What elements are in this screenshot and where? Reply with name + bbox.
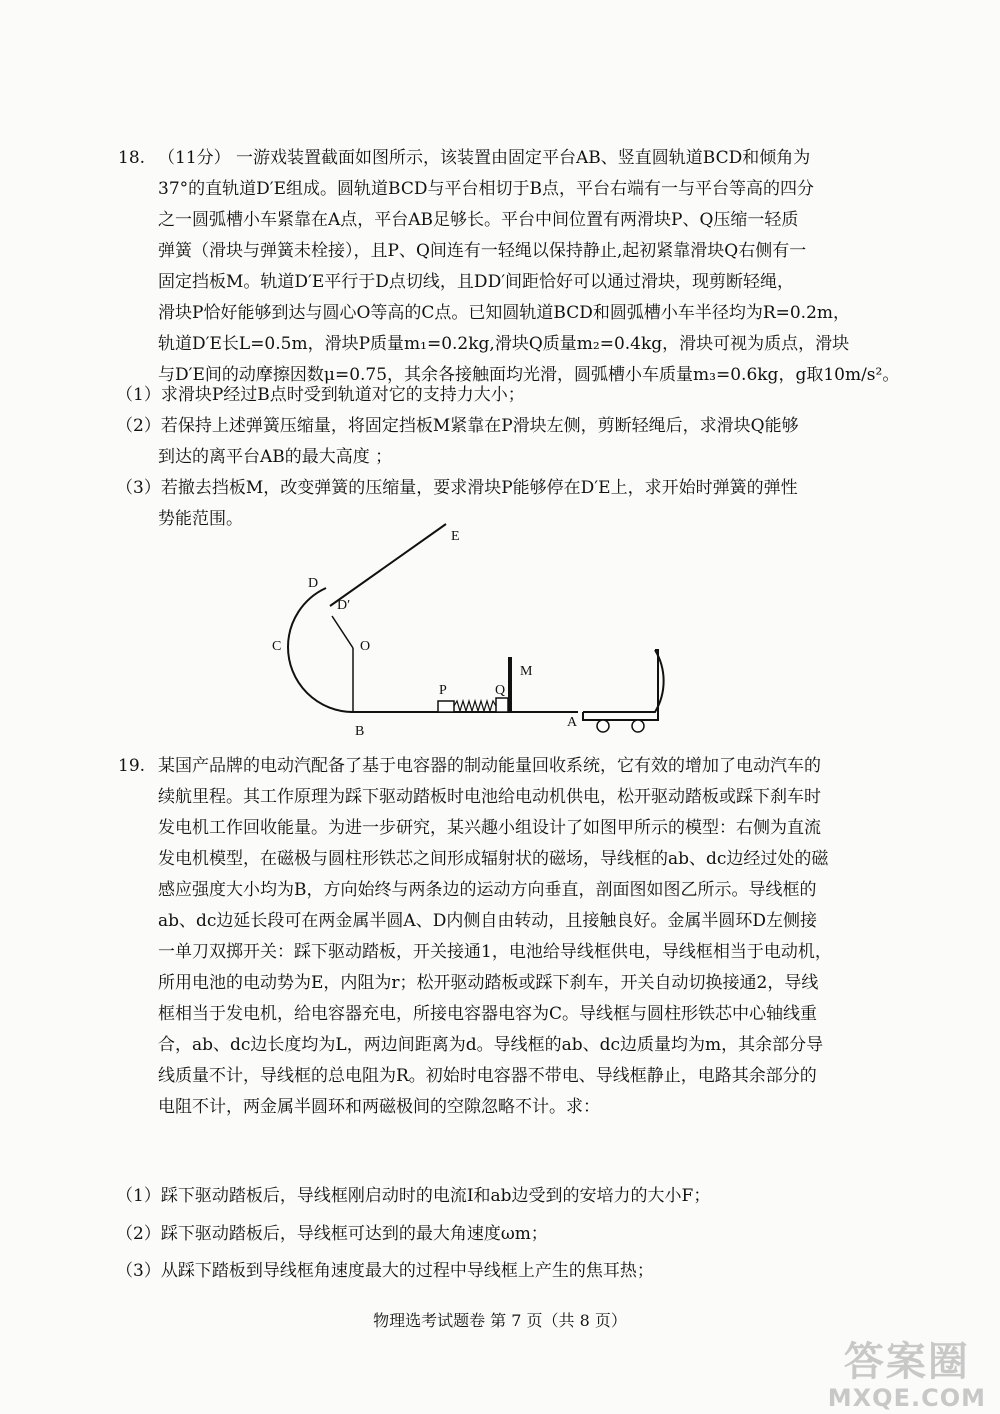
subquestion-label: （3） — [116, 478, 161, 498]
q18-line: 37°的直轨道D′E组成。圆轨道BCD与平台相切于B点，平台右端有一与平台等高的四分 — [158, 179, 814, 199]
subquestion-text-cont: 势能范围。 — [158, 509, 243, 529]
watermark-logo: 答案圈 — [843, 1338, 970, 1385]
q19-line: 合，ab、dc边长度均为L，两边间距离为d。导线框的ab、dc边质量均为m，其余部分导 — [158, 1035, 824, 1055]
q19-line: ab、dc边延长段可在两金属半圆A、D内侧自由转动，且接触良好。金属半圆环D左侧接 — [158, 911, 817, 931]
q18-line: 滑块P恰好能够到达与圆心O等高的C点。已知圆轨道BCD和圆弧槽小车半径均为R=0.2m， — [158, 303, 851, 323]
q19-line: 电阻不计，两金属半圆环和两磁极间的空隙忽略不计。求： — [158, 1097, 600, 1117]
subquestion-text: 若保持上述弹簧压缩量，将固定挡板M紧靠在P滑块左侧，剪断轻绳后，求滑块Q能够 — [160, 416, 799, 436]
subquestion-text: 踩下驱动踏板后，导线框可达到的最大角速度ωm； — [160, 1224, 548, 1244]
cart-wheel — [597, 720, 609, 732]
label-a: A — [567, 715, 578, 730]
slider-p — [438, 701, 454, 712]
q19-line: 某国产品牌的电动汽配备了基于电容器的制动能量回收系统，它有效的增加了电动汽车的 — [158, 756, 821, 776]
q18-line: 轨道D′E长L=0.5m，滑块P质量m₁=0.2kg,滑块Q质量m₂=0.4kg，滑块可视为质点，滑块 — [158, 334, 850, 354]
q19-stem — [158, 751, 898, 1123]
subquestion-text: 若撤去挡板M，改变弹簧的压缩量，要求滑块P能够停在D′E上，求开始时弹簧的弹性 — [160, 478, 798, 498]
label-d: D — [308, 576, 319, 591]
subquestion-label: （1） — [116, 385, 161, 405]
watermark-url: MXQE.COM — [827, 1384, 986, 1412]
label-q: Q — [495, 683, 506, 698]
q19-subquestion-3 — [116, 1256, 654, 1287]
q18-number: 18. — [118, 148, 146, 168]
cart-wheel — [632, 720, 644, 732]
q18-track-diagram — [260, 520, 700, 745]
q19-line: 发电机工作回收能量。为进一步研究，某兴趣小组设计了如图甲所示的模型：右侧为直流 — [158, 818, 821, 838]
q18-stem — [158, 143, 898, 391]
subquestion-label: （1） — [116, 1186, 161, 1206]
watermark — [828, 1340, 986, 1412]
q19-number: 19. — [118, 756, 146, 776]
label-e: E — [451, 529, 460, 544]
label-c: C — [272, 639, 282, 654]
q19-subquestion-1 — [116, 1181, 710, 1212]
q19-line: 框相当于发电机，给电容器充电，所接电容器电容为C。导线框与圆柱形铁芯中心轴线重 — [158, 1004, 818, 1024]
q18-subquestion-1 — [116, 380, 525, 411]
page-footer: 物理选考试题卷 第 7 页（共 8 页） — [373, 1311, 627, 1330]
inclined-track-de — [330, 524, 446, 606]
q19-line: 一单刀双掷开关：踩下驱动踏板，开关接通1，电池给导线框供电，导线框相当于电动机， — [158, 942, 832, 962]
spring — [454, 701, 496, 711]
subquestion-label: （3） — [116, 1261, 161, 1281]
label-m: M — [520, 664, 533, 679]
q18-line: （11分） 一游戏装置截面如图所示，该装置由固定平台AB、竖直圆轨道BCD和倾角为 — [158, 148, 811, 168]
subquestion-text: 求滑块P经过B点时受到轨道对它的支持力大小； — [160, 385, 525, 405]
subquestion-label: （2） — [116, 1224, 161, 1244]
quarter-arc-cart — [583, 650, 664, 720]
q19-line: 发电机模型，在磁极与圆柱形铁芯之间形成辐射状的磁场，导线框的ab、dc边经过处的磁 — [158, 849, 829, 869]
subquestion-label: （2） — [116, 416, 161, 436]
q18-line: 固定挡板M。轨道D′E平行于D点切线，且DD′间距恰好可以通过滑块，现剪断轻绳， — [158, 272, 795, 292]
q19-line: 线质量不计，导线框的总电阻为R。初始时电容器不带电、导线框静止，电路其余部分的 — [158, 1066, 817, 1086]
label-o: O — [360, 639, 371, 654]
q19-line: 续航里程。其工作原理为踩下驱动踏板时电池给电动机供电，松开驱动踏板或踩下刹车时 — [158, 787, 821, 807]
label-b: B — [355, 724, 365, 739]
subquestion-text: 踩下驱动踏板后，导线框刚启动时的电流I和ab边受到的安培力的大小F； — [160, 1186, 711, 1206]
subquestion-text-cont: 到达的离平台AB的最大高度 ； — [158, 447, 393, 467]
barrier-m — [508, 657, 512, 712]
radius-line-do — [332, 616, 353, 648]
q19-line: 所用电池的电动势为E，内阻为r；松开驱动踏板或踩下刹车，开关自动切换接通2，导线 — [158, 973, 819, 993]
q19-subquestion-2 — [116, 1219, 548, 1250]
q18-line: 之一圆弧槽小车紧靠在A点，平台AB足够长。平台中间位置有两滑块P、Q压缩一轻质 — [158, 210, 799, 230]
q18-line: 与D′E间的动摩擦因数μ=0.75，其余各接触面均光滑，圆弧槽小车质量m₃=0.6kg，g取10m/s²。 — [158, 365, 900, 385]
label-d-prime: D′ — [337, 598, 351, 613]
subquestion-text: 从踩下踏板到导线框角速度最大的过程中导线框上产生的焦耳热； — [160, 1261, 654, 1281]
q18-line: 弹簧（滑块与弹簧未栓接），且P、Q间连有一轻绳以保持静止,起初紧靠滑块Q右侧有一 — [158, 241, 807, 261]
q19-line: 感应强度大小均为B，方向始终与两条边的运动方向垂直，剖面图如图乙所示。导线框的 — [158, 880, 817, 900]
q18-subquestion-2 — [116, 411, 799, 473]
label-p: P — [439, 683, 447, 698]
slider-q — [496, 698, 508, 712]
